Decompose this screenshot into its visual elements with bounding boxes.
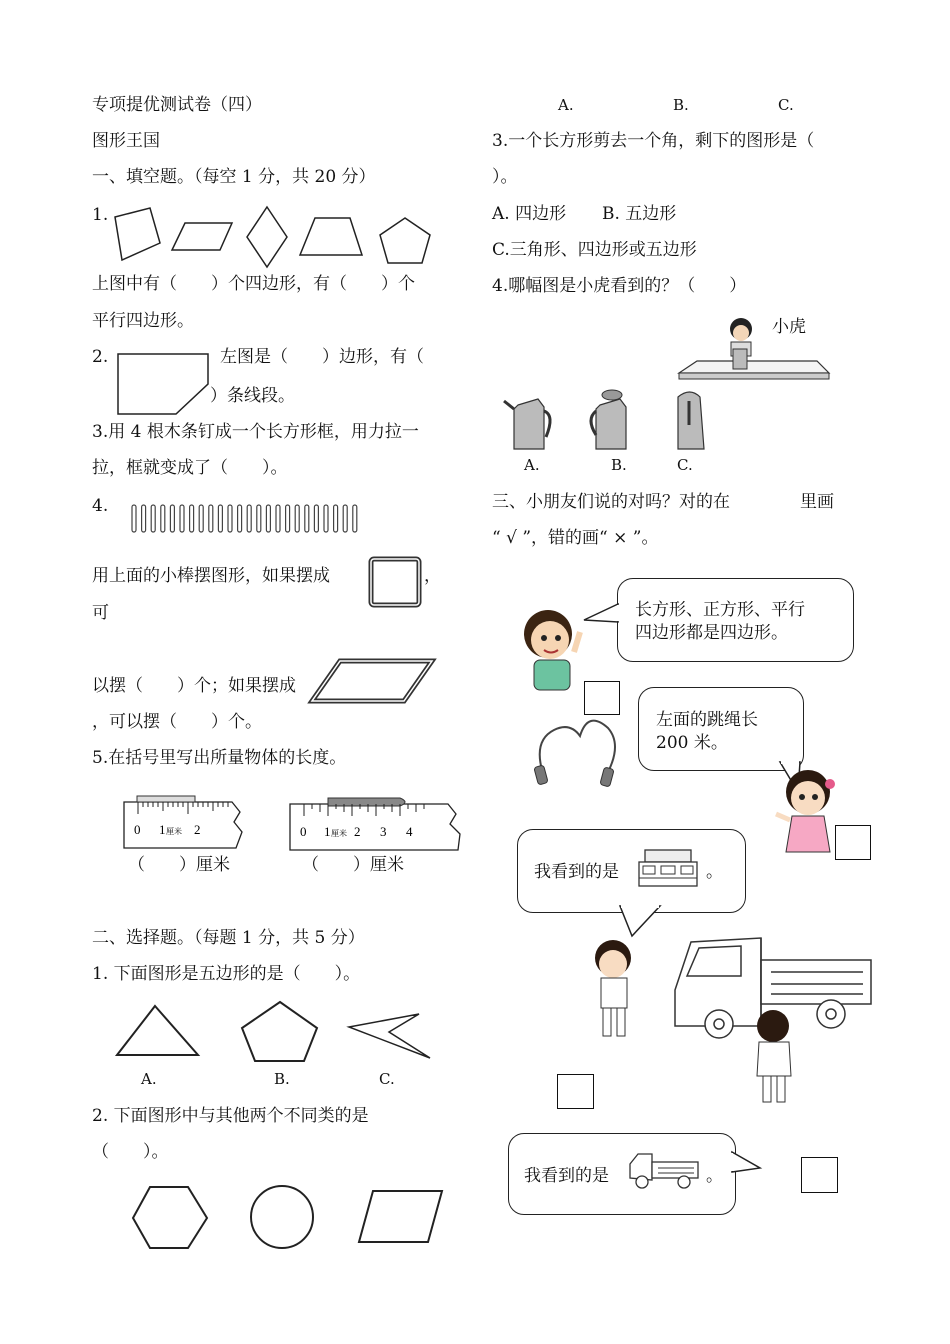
parallelogram-shape (172, 223, 232, 250)
xiaohu-table-scene (677, 315, 837, 385)
q2-text1: 左图是（ ）边形，有（ (220, 347, 424, 367)
stick (266, 505, 270, 532)
s2q4-option-a[interactable]: A. (524, 456, 540, 474)
ruler-2 (288, 796, 478, 856)
section3-line2: “ √ ”，错的画“ × ”。 (492, 528, 659, 548)
s2q1-shapes (112, 1000, 442, 1070)
arrow-shape (349, 1014, 430, 1058)
hexagon-shape (133, 1187, 207, 1248)
s2q2-shapes (130, 1184, 450, 1254)
stick (170, 505, 174, 532)
xiaohu-name: 小虎 (772, 317, 806, 337)
section3-line1b: 里画 (800, 492, 834, 512)
q2-number: 2. (92, 347, 109, 367)
stick (161, 505, 165, 532)
ruler1-unit: 厘米 (166, 827, 182, 836)
section2-heading: 二、选择题。（每题 1 分，共 5 分） (92, 928, 365, 948)
stick (343, 505, 347, 532)
q4-line3: 以摆（ ）个；如果摆成 (92, 676, 296, 696)
parallelogram-shape (359, 1191, 442, 1242)
bubble4-tail (730, 1148, 770, 1178)
s2q4-text: 4.哪幅图是小虎看到的？（ ） (492, 276, 747, 296)
s2q4-option-b[interactable]: B. (611, 456, 627, 474)
stick (238, 505, 242, 532)
stick (314, 505, 318, 532)
circle-shape (251, 1186, 313, 1248)
boy-character (514, 602, 586, 702)
bubble4-text-a: 我看到的是 (524, 1166, 609, 1186)
girl-looking (757, 1010, 791, 1102)
stick (228, 505, 232, 532)
stick (199, 505, 203, 532)
stick (190, 505, 194, 532)
s2q1-option-b[interactable]: B. (274, 1070, 290, 1088)
rhombus-shape (247, 207, 287, 267)
s2q1-option-c[interactable]: C. (379, 1070, 395, 1088)
truck-front-icon (637, 848, 699, 890)
page-subtitle: 图形王国 (92, 131, 160, 151)
trapezoid-shape (300, 218, 362, 255)
stick (257, 505, 261, 532)
pentagon-shape (242, 1002, 317, 1061)
ruler1-tick-2: 2 (194, 822, 201, 837)
kettle-view-c (678, 392, 704, 449)
q1-line1: 上图中有（ ）个四边形，有（ ）个 (92, 274, 415, 294)
s2q2-line1: 2. 下面图形中与其他两个不同类的是 (92, 1106, 369, 1126)
q1-line2: 平行四边形。 (92, 311, 194, 331)
stick (180, 505, 184, 532)
ruler1-tick-1: 1 (159, 822, 166, 837)
truck-scene (583, 930, 883, 1110)
section3-line1a: 三、小朋友们说的对吗？对的在 (492, 492, 730, 512)
q1-shapes (110, 205, 450, 275)
kettle-on-table (733, 349, 747, 369)
stick (218, 505, 222, 532)
sticks-row (130, 503, 370, 535)
s2q4-option-c[interactable]: C. (677, 456, 693, 474)
stick (324, 505, 328, 532)
s2q2-option-c[interactable]: C. (778, 96, 794, 114)
ruler2-tick-3: 3 (380, 824, 387, 839)
stick (247, 505, 251, 532)
ruler2-tick-1: 1 (324, 824, 331, 839)
q2-text2: ）条线段。 (210, 386, 295, 406)
stick (276, 505, 280, 532)
bubble3-text-a: 我看到的是 (534, 862, 619, 882)
stick (132, 505, 136, 532)
ruler-1 (122, 796, 252, 856)
s2q3-option-a[interactable]: A. 四边形 (492, 204, 567, 224)
q4-line4: ，可以摆（ ）个。 (92, 712, 262, 732)
ruler2-answer: （ ）厘米 (302, 855, 404, 875)
q4-line1: 用上面的小棒摆图形，如果摆成 (92, 566, 330, 586)
s2q3-line1: 3.一个长方形剪去一个角，剩下的图形是（ (492, 131, 815, 151)
stick (286, 505, 290, 532)
quadrilateral-shape (115, 208, 160, 260)
answer-box-4[interactable] (801, 1157, 838, 1193)
truck-side-icon (626, 1148, 702, 1192)
s2q3-option-c[interactable]: C.三角形、四边形或五边形 (492, 240, 697, 260)
bubble2-line2: 200 米。 (656, 733, 728, 753)
stick (151, 505, 155, 532)
answer-box-2[interactable] (835, 825, 871, 860)
triangle-shape (117, 1006, 198, 1055)
q4-number: 4. (92, 496, 109, 516)
s2q3-line2: ）。 (492, 167, 518, 187)
table-top (679, 361, 829, 373)
ruler2-tick-4: 4 (406, 824, 413, 839)
bubble4-text-b: 。 (706, 1166, 723, 1186)
page-title: 专项提优测试卷（四） (92, 95, 262, 115)
stick-square-figure (366, 555, 424, 609)
ruler2-tick-2: 2 (354, 824, 361, 839)
kettle-view-b (591, 390, 626, 449)
s2q2-option-a[interactable]: A. (558, 96, 574, 114)
stick (295, 505, 299, 532)
kettle-views (500, 385, 740, 457)
s2q2-option-b[interactable]: B. (673, 96, 689, 114)
answer-box-3[interactable] (557, 1074, 594, 1109)
q3-line1: 3.用 4 根木条钉成一个长方形框，用力拉一 (92, 422, 419, 442)
boy-looking (595, 940, 631, 1036)
stick (209, 505, 213, 532)
bubble1-line1: 长方形、正方形、平行 (635, 600, 805, 620)
measured-pencil-1 (137, 796, 195, 802)
ruler2-unit: 厘米 (331, 829, 347, 838)
jump-rope (530, 700, 630, 790)
kettle-view-a (504, 399, 550, 449)
pentagon-shape (380, 218, 430, 263)
stick (334, 505, 338, 532)
bubble1-line2: 四边形都是四边形。 (635, 623, 788, 643)
stick (305, 505, 309, 532)
q3-line2: 拉，框就变成了（ ）。 (92, 458, 288, 478)
stick-parallelogram-figure (308, 657, 438, 705)
girl-character (772, 762, 836, 857)
stick (142, 505, 146, 532)
section1-heading: 一、填空题。（每空 1 分，共 20 分） (92, 167, 376, 187)
s2q2-line2: （ ）。 (92, 1142, 169, 1162)
q5-text: 5.在括号里写出所量物体的长度。 (92, 748, 347, 768)
bubble2-line1: 左面的跳绳长 (656, 710, 758, 730)
s2q1-text: 1. 下面图形是五边形的是（ ）。 (92, 964, 361, 984)
ruler1-answer: （ ）厘米 (128, 855, 230, 875)
ruler2-tick-0: 0 (300, 824, 307, 839)
stick (353, 505, 357, 532)
q1-number: 1. (92, 205, 109, 225)
s2q1-option-a[interactable]: A. (141, 1070, 157, 1088)
ruler1-tick-0: 0 (134, 822, 141, 837)
bubble1-tail (582, 600, 622, 630)
s2q3-option-b[interactable]: B. 五边形 (602, 204, 677, 224)
bubble3-text-b: 。 (706, 862, 723, 882)
q2-pentagon-figure (116, 352, 216, 416)
measured-eraser-2 (328, 798, 405, 806)
q4-line2: 可 (92, 603, 109, 623)
q4-comma: ， (424, 566, 441, 586)
